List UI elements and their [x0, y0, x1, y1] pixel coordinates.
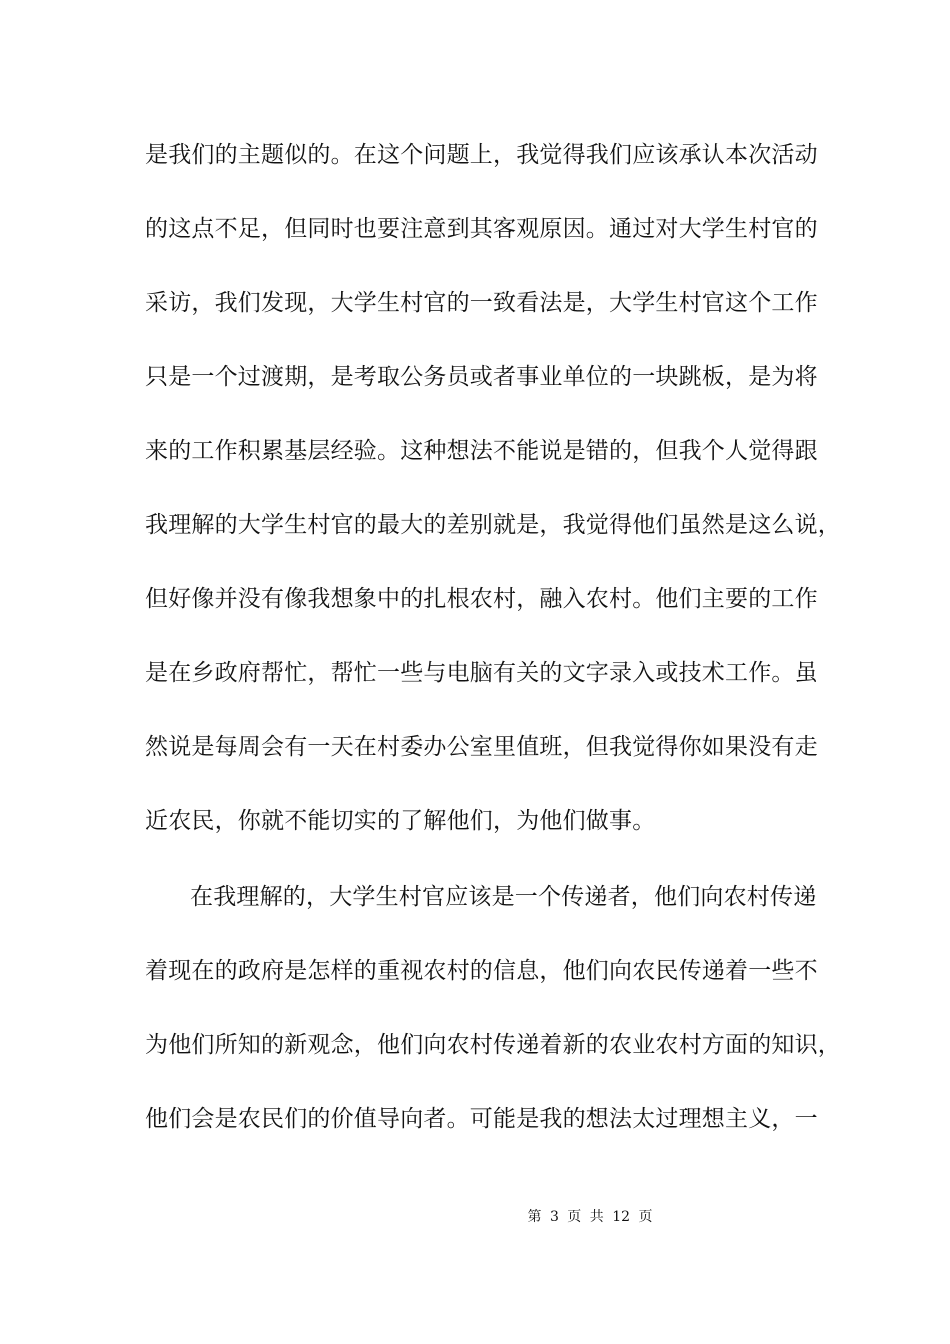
text-line: 的这点不足，但同时也要注意到其客观原因。通过对大学生村官的: [145, 216, 818, 242]
text-line: 我理解的大学生村官的最大的差别就是，我觉得他们虽然是这么说，: [145, 512, 841, 538]
text-line: 着现在的政府是怎样的重视农村的信息，他们向农民传递着一些不: [145, 958, 818, 984]
text-line: 来的工作积累基层经验。这种想法不能说是错的，但我个人觉得跟: [145, 438, 818, 464]
paragraph-first-line: 在我理解的，大学生村官应该是一个传递者，他们向农村传递: [190, 884, 817, 910]
text-line: 只是一个过渡期，是考取公务员或者事业单位的一块跳板，是为将: [145, 364, 818, 390]
page-footer: 第 3 页 共 12 页: [527, 1209, 653, 1225]
text-line: 为他们所知的新观念，他们向农村传递着新的农业农村方面的知识，: [145, 1032, 841, 1058]
text-line: 采访，我们发现，大学生村官的一致看法是，大学生村官这个工作: [145, 290, 818, 316]
text-line: 是在乡政府帮忙，帮忙一些与电脑有关的文字录入或技术工作。虽: [145, 660, 818, 686]
text-line: 他们会是农民们的价值导向者。可能是我的想法太过理想主义，一: [145, 1106, 818, 1132]
text-line: 近农民，你就不能切实的了解他们，为他们做事。: [145, 808, 656, 834]
text-line: 是我们的主题似的。在这个问题上，我觉得我们应该承认本次活动: [145, 142, 818, 168]
text-line: 然说是每周会有一天在村委办公室里值班，但我觉得你如果没有走: [145, 734, 818, 760]
text-line: 但好像并没有像我想象中的扎根农村，融入农村。他们主要的工作: [145, 586, 818, 612]
